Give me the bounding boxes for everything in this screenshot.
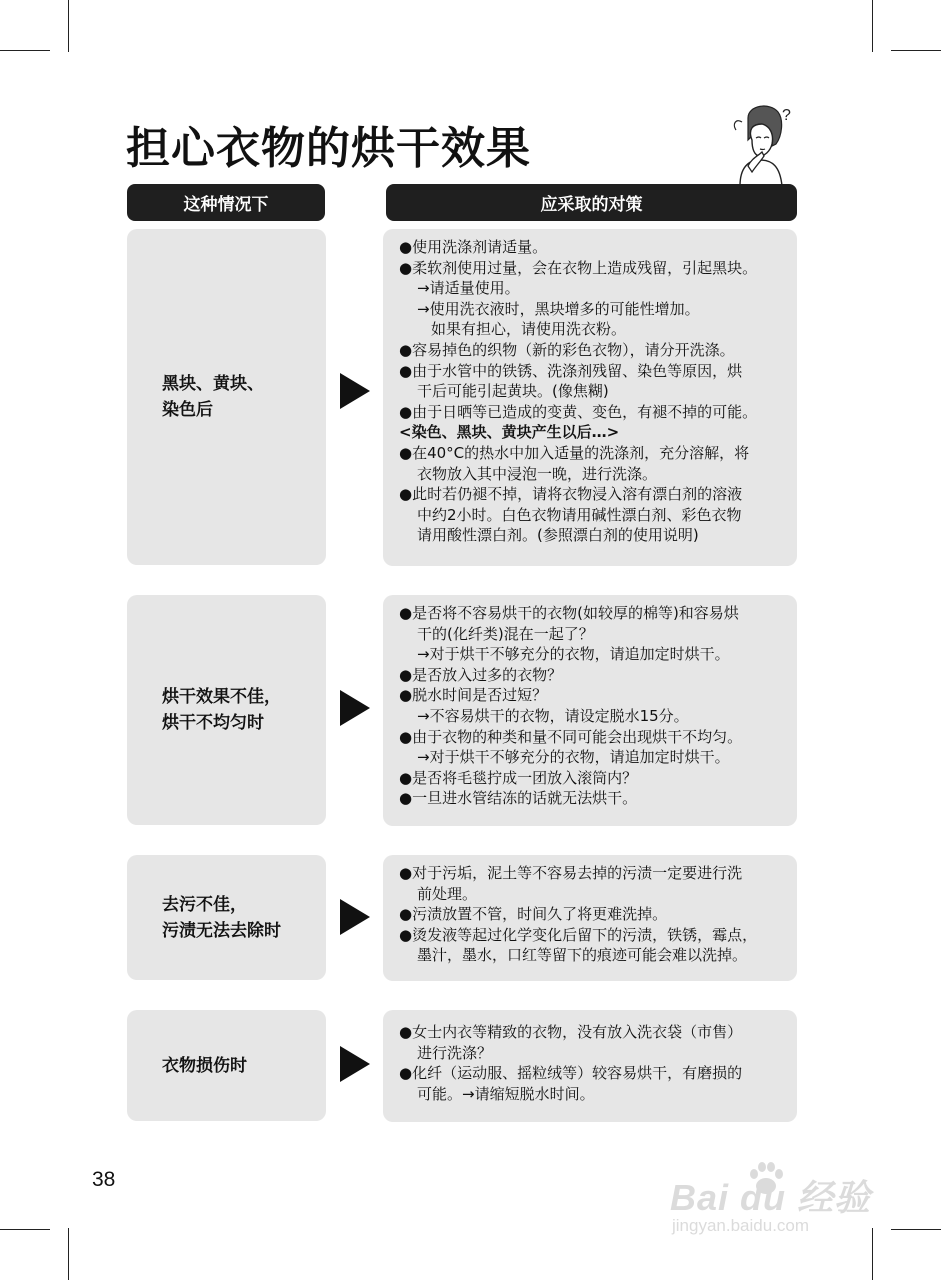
- measure-line: 请用酸性漂白剂。(参照漂白剂的使用说明): [417, 526, 699, 545]
- measure-line: 中约2小时。白色衣物请用碱性漂白剂、彩色衣物: [417, 505, 742, 524]
- measure-line: ●污渍放置不管，时间久了将更难洗掉。: [399, 905, 668, 924]
- situation-text: 烘干效果不佳，: [162, 687, 281, 707]
- measure-line: 衣物放入其中浸泡一晚，进行洗涤。: [417, 464, 658, 483]
- measure-line: ●脱水时间是否过短？: [399, 686, 548, 705]
- measure-line: 干后可能引起黄块。(像焦糊): [417, 382, 609, 401]
- measures-panel: [383, 595, 797, 826]
- header-measures: 应采取的对策: [386, 184, 797, 221]
- situation-panel: [127, 595, 326, 825]
- measure-line: ●柔软剂使用过量，会在衣物上造成残留，引起黑块。: [399, 258, 758, 277]
- crop-mark: [0, 1229, 50, 1230]
- situation-label: [127, 371, 264, 423]
- header-situation: 这种情况下: [127, 184, 325, 221]
- measure-subheading: <染色、黑块、黄块产生以后…>: [399, 423, 620, 442]
- watermark-url: jingyan.baidu.com: [672, 1216, 810, 1235]
- crop-mark: [0, 50, 50, 51]
- measure-line: ●由于衣物的种类和量不同可能会出现烘干不均匀。: [399, 727, 743, 746]
- measure-line: ●在40°C的热水中加入适量的洗涤剂，充分溶解，将: [399, 443, 750, 462]
- situation-text: 烘干不均匀时: [162, 713, 264, 733]
- arrow-right-icon: [340, 373, 370, 409]
- page-number: 38: [92, 1168, 116, 1191]
- measure-line: →请适量使用。: [417, 279, 520, 298]
- measure-line: ●由于日晒等已造成的变黄、变色，有褪不掉的可能。: [399, 402, 758, 421]
- situation-text: 衣物损伤时: [162, 1055, 247, 1076]
- question-mark: ?: [782, 107, 791, 124]
- measure-line: ●对于污垢，泥土等不容易去掉的污渍一定要进行洗: [399, 864, 743, 882]
- measure-line: ●是否将毛毯拧成一团放入滚筒内？: [399, 768, 638, 787]
- measure-line: ●是否将不容易烘干的衣物(如较厚的棉等)和容易烘: [399, 604, 739, 622]
- crop-mark: [872, 0, 873, 52]
- measures-panel: [383, 855, 797, 981]
- crop-mark: [891, 50, 941, 51]
- baidu-watermark: [666, 1160, 894, 1250]
- situation-label: [127, 684, 281, 736]
- situation-text: 去污不佳，: [162, 894, 247, 915]
- situation-text: 染色后: [162, 400, 213, 420]
- measure-line: 干的(化纤类)混在一起了？: [417, 624, 594, 643]
- situation-text: 污渍无法去除时: [162, 920, 281, 941]
- situation-label: [127, 1053, 247, 1079]
- measure-line: 墨汁，墨水，口红等留下的痕迹可能会难以洗掉。: [417, 946, 748, 965]
- measure-line: →对于烘干不够充分的衣物，请追加定时烘干。: [417, 645, 730, 664]
- measures-panel: [383, 1010, 797, 1122]
- measure-line: ●此时若仍褪不掉，请将衣物浸入溶有漂白剂的溶液: [399, 485, 743, 504]
- measure-line: →使用洗衣液时，黑块增多的可能性增加。: [417, 299, 700, 318]
- arrow-right-icon: [340, 690, 370, 726]
- woman-thinking-icon: [718, 100, 810, 186]
- situation-panel: [127, 855, 326, 980]
- measure-line: 如果有担心，请使用洗衣粉。: [431, 320, 627, 339]
- measure-line: 进行洗涤？: [417, 1043, 493, 1062]
- measure-line: ●使用洗涤剂请适量。: [399, 238, 548, 256]
- measure-line: →不容易烘干的衣物，请设定脱水15分。: [417, 706, 689, 725]
- measure-line: ●一旦进水管结冻的话就无法烘干。: [399, 789, 638, 808]
- situation-panel: [127, 1010, 326, 1121]
- measure-line: ●是否放入过多的衣物？: [399, 665, 563, 684]
- measure-line: ●化纤（运动服、摇粒绒等）较容易烘干，有磨损的: [399, 1064, 743, 1083]
- measure-line: ●容易掉色的织物（新的彩色衣物），请分开洗涤。: [399, 340, 735, 359]
- arrow-right-icon: [340, 899, 370, 935]
- arrow-right-icon: [340, 1046, 370, 1082]
- page-title: 担心衣物的烘干效果: [126, 123, 531, 174]
- measure-line: ●烫发液等起过化学变化后留下的污渍，铁锈，霉点，: [399, 925, 758, 944]
- crop-mark: [68, 0, 69, 52]
- measures-panel: [383, 229, 797, 566]
- situation-text: 黑块、黄块、: [162, 374, 264, 394]
- situation-label: [127, 892, 281, 944]
- crop-mark: [68, 1228, 69, 1280]
- measure-line: ●由于水管中的铁锈、洗涤剂残留、染色等原因，烘: [399, 361, 743, 380]
- measure-line: 前处理。: [417, 884, 478, 903]
- measure-line: 可能。→请缩短脱水时间。: [417, 1084, 595, 1103]
- measure-line: →对于烘干不够充分的衣物，请追加定时烘干。: [417, 748, 730, 767]
- watermark-brand: Bai du 经验: [670, 1177, 872, 1218]
- measure-line: ●女士内衣等精致的衣物，没有放入洗衣袋（市售）: [399, 1023, 743, 1041]
- situation-panel: [127, 229, 326, 565]
- crop-mark: [891, 1229, 941, 1230]
